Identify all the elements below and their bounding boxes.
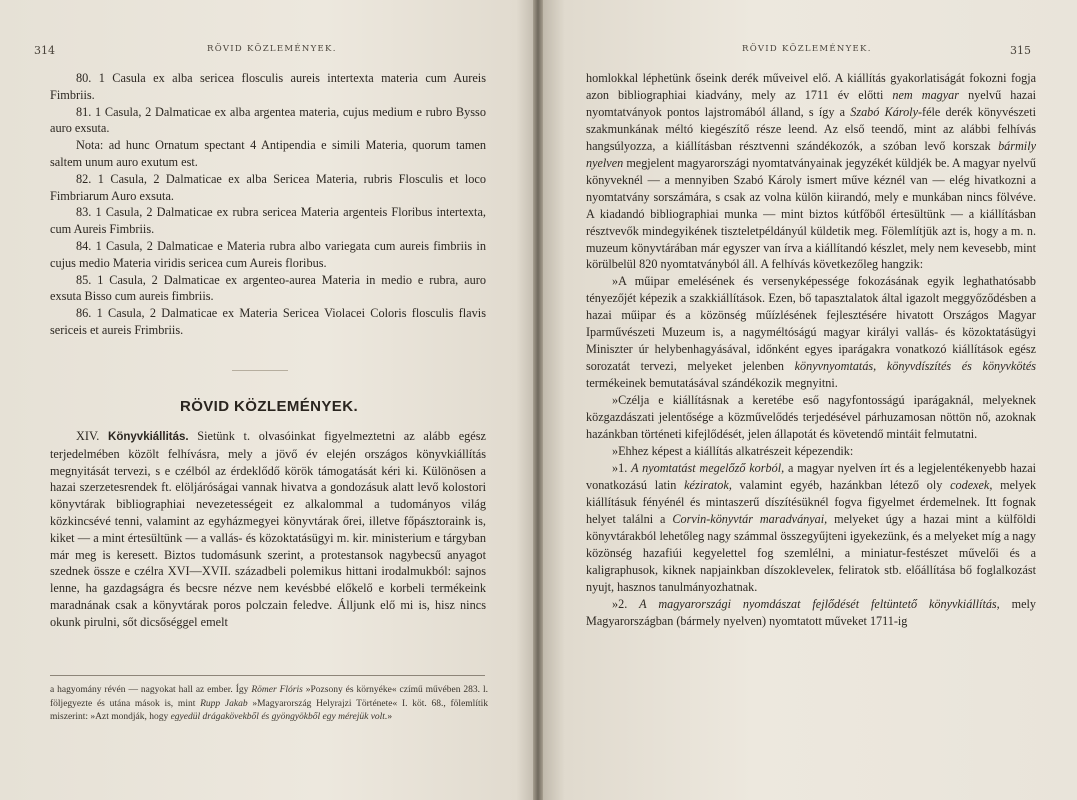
list-item: 82. 1 Casula, 2 Dalmaticae ex alba Sericea Materia, rubris Flosculis et loco Fimbriarum Auro exsuta. <box>50 171 486 203</box>
section-heading: RÖVID KÖZLEMÉNYEK. <box>179 398 359 415</box>
paragraph: »2. A magyarországi nyomdászat fejlődését feltüntető könyvkiállítás, mely Magyarországban (bármely nyelven) nyomtatott műveket 1711-ig <box>586 596 1037 628</box>
footnote: a hagyomány révén — nagyokat hall az ember. Így Römer Flóris »Pozsony és környéke« czímű művében 283. l. följegyezte és utána mások is, mint Rupp Jakab »Magyarország Helyrajzi Története« I. köt. 68., fölemlítik miszerint: »Azt mondják, hogy egyedül drágakövekből és gyöngyökből egy mérejük volt.» <box>50 685 488 723</box>
paragraph: »Ehhez képest a kiállítás alkatrészeit képezendik: <box>612 443 854 458</box>
inventory-list <box>50 70 486 339</box>
right-running-head: RÖVID KÖZLEMÉNYEK. <box>742 44 872 54</box>
book-gutter <box>533 0 543 800</box>
paragraph: homlokkal léphetünk őseink derék műveivel elő. A kiállítás gyakorlatiságát fokozni fogja azon bibliographiai kiadvány, mely az 1711 év előtti nem magyar nyelvű hazai nyomtatványok pontos lajstromából álland, s így a Szabó Károly-féle derék könyvészeti szakmunkának méltó kiegészítő része leend. Az első teendő, mint az alábbi felhívás hangsúlyozza, a kiállításban résztvenni szándékozók, a szóban levő korszak bármily nyelven megjelent magyarországi nyomtatványainak jegyzékét küldjék be. A magyar nyelvű könyveknél — a mennyiben Szabó Károly ismert műve kéznél van — elég hivatkozni a nyomtatvány sorszámára, s csak az volna külön kiirandó, mely e munkában nincs fölvéve. A kiadandó bibliographiai munka — mint biztos kútfőből értesültünk — a kiállításban résztvevők mindegyikének tiszteletpéldányúl küldetik meg. Fölemlítjük azt is, hogy a m. n. muzeum könyvtárában már egyszer van írva a kiállítandó készlet, mely nem kevesebb, mint körülbelül 820 nyomtatványból áll. A felhívás következőleg hangzik: <box>586 71 1036 272</box>
footnote-divider <box>50 675 485 676</box>
paragraph: »1. A nyomtatást megelőző korból, a magyar nyelven írt és a legjelentékenyebb hazai vonatkozású latin kéziratok, valamint egyéb, hazánkban létező oly codexek, melyek kiállításuk fényénél és mintaszerű díszítésüknél fogva figyelmet érdemelnek. Itt fognak helyet találni a Corvin-könyvtár maradványai, melyeket úgy a hazai mint a külföldi könyvtárakból lehetőleg nagy számmal összegyűjteni igyekezünk, és a melyeket míg a nagy közönség hazafiúi kegyelettel fog szemlélni, a miniatur-festészet művelői és a kaligraphusok, kiknek napjainkban díszokleveleк, feliratok stb. előállítása bő foglalkozást nyujt, hasznos tanulmányozhatnak. <box>586 460 1037 594</box>
article-number: XIV. <box>76 429 100 443</box>
list-item: Nota: ad hunc Ornatum spectant 4 Antipendia e simili Materia, quorum tamen saltem unum auro exutum est. <box>50 138 486 169</box>
section-divider <box>232 370 288 371</box>
paragraph: »Czélja e kiállításnak a keretébe eső nagyfontosságú iparágaknál, melyeknek közgazdászati jelentősége a közművelődés terjedésével párhuzamosan nöttön nő, azoknak hazánkban történeti kifejlődését, jelen állapotát és követendő mintáit felmutatni. <box>586 393 1036 442</box>
article-body <box>50 428 486 631</box>
right-body <box>586 70 1036 629</box>
paragraph: »A műipar emelésének és versenyképessége fokozásának egyik leghathatósabb tényezőjét képezik a szakkiállítások. Ezen, bő tapasztalatok által igazolt meggyőződésben a hazai műipar és a közönség műízlésének fejlesztésére hivatott Országos Magyar Iparművészeti Muzeum is, a nagyméltóságú magyar királyi vallás- és közoktatásügyi Miniszter úr helybenhagyásával, időnként egyes iparágakra vonatkozó kiállítások egész sorozatát tervezi, melyeket jelenben könyvnyomtatás, könyvdíszítés és könyvkötés termékeinek bemutatásával szándékozik megnyitni. <box>586 274 1036 391</box>
left-page-number: 314 <box>34 44 55 57</box>
list-item: 80. 1 Casula ex alba sericea flosculis aureis intertexta materia cum Aureis Fimbriis. <box>50 71 486 102</box>
list-item: 81. 1 Casula, 2 Dalmaticae ex alba argentea materia, cujus medium e rubro Bysso auro exsuta. <box>50 104 486 136</box>
right-page-number: 315 <box>1010 44 1031 57</box>
left-page <box>0 0 538 800</box>
list-item: 86. 1 Casula, 2 Dalmaticae ex Materia Sericea Violacei Coloris flosculis flavis sericeis et aureis Frimbriis. <box>50 306 486 337</box>
article-paragraph <box>50 428 486 631</box>
article-text: Sietünk t. olvasóinkat figyelmeztetni az alább egész terjedelmében közölt felhívásra, mely a jövő év elején országos könyvkiállítás megnyitását tervezi, s e czélból az érdeklődő körök támogatását kéri ki. Különösen a hazai szerzetesrendek ft. elöljáróságai vannak hivatva a gondozásuk alatt levő kolostori könyvtárak bibliographiai nevezetességeit ez alkalommal a tudományos világ közkincsévé tenni, valamint az egyházmegyei könyvtárak őrei, illetve főpásztoraink is, kiket — a mint értesültünk — a vallás- és közoktatásügyi m. kir. ministerium e tárgyban már meg is keresett. Biztos tudomásunk szerint, a protestansok nagybecsű anyagot szednek össze e czélra XVI—XVII. századbeli polemikus hittani irodalmukból: sajnos lenne, ha gazdagságra és becsre nézve nem kevésbbé előkelő e korbeli termékeink maradnának csak a könyvtárak poros polczain feledve. Álljunk elő mi is, hisz nincs okunk pirulni, sőt dicsőséggel emelt <box>50 429 487 629</box>
article-title: Könyvkiállitás. <box>108 431 189 443</box>
list-item: 83. 1 Casula, 2 Dalmaticae ex rubra sericea Materia argenteis Floribus intertexta, cum Aureis Fimbriis. <box>50 205 486 237</box>
right-page <box>538 0 1077 800</box>
list-item: 85. 1 Casula, 2 Dalmaticae ex argenteo-aurea Materia in medio e rubra, auro exsuta Bisso cum aureis fimbriis. <box>50 272 486 304</box>
list-item: 84. 1 Casula, 2 Dalmaticae e Materia rubra albo variegata cum aureis fimbriis in cujus medio Materia viridis sericea cum Aureis floribus. <box>50 238 486 270</box>
left-running-head: RÖVID KÖZLEMÉNYEK. <box>207 44 337 54</box>
